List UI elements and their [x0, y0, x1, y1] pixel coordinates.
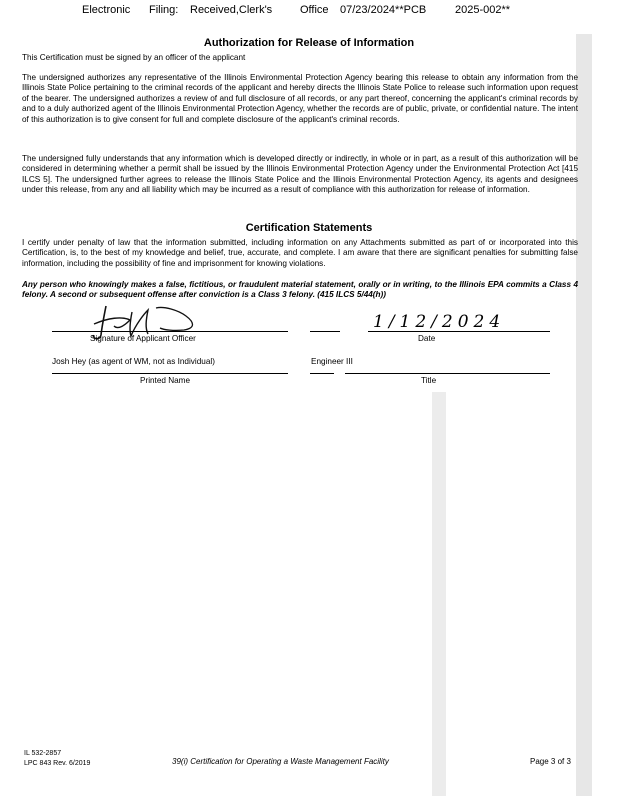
stamp-case: 2025-002**	[455, 4, 511, 16]
date-line-short	[310, 331, 340, 332]
felony-warning: Any person who knowingly makes a false, fictitious, or fraudulent material statement, orally or in writing, to the Illinois EPA commits a Class 4 felony. A second or subsequent offense after conviction is a Class 3 felony. (415 ILCS 5/44(h))	[22, 280, 578, 300]
printed-name-line	[52, 373, 288, 374]
printed-name: Josh Hey (as agent of WM, not as Individual)	[52, 357, 215, 366]
form-revision: LPC 843 Rev. 6/2019	[24, 760, 91, 767]
page-title: Authorization for Release of Information	[203, 37, 415, 49]
date-label: Date	[418, 334, 436, 343]
date-line	[368, 331, 550, 332]
stamp-electronic: Electronic	[82, 4, 131, 16]
certification-text: I certify under penalty of law that the information submitted, including information on any Attachments submitted as part of or incorporated into this Certification, is, to the best of my knowledge and belief, true, accurate, and complete. I am aware that there are significant penalties for submitting false information, including the possibility of fine and imprisonment for knowing violations.	[22, 238, 578, 268]
signed-date: 1/12/2024	[373, 312, 506, 332]
filing-stamp	[0, 4, 618, 20]
title-value: Engineer III	[311, 357, 353, 366]
certification-title: Certification Statements	[245, 222, 373, 234]
title-label: Title	[421, 376, 437, 385]
stamp-date: 07/23/2024**PCB	[340, 4, 427, 16]
scan-edge-right	[576, 34, 592, 796]
stamp-office: Office	[300, 4, 329, 16]
footer-title: 39(i) Certification for Operating a Waste Management Facility	[172, 757, 389, 766]
title-line	[345, 373, 550, 374]
stamp-received: Received,Clerk's	[190, 4, 273, 16]
scan-edge-middle	[432, 392, 446, 796]
stamp-filing: Filing:	[149, 4, 179, 16]
printed-name-label: Printed Name	[140, 376, 191, 385]
form-number: IL 532-2857	[24, 750, 62, 757]
signature-label: Signature of Applicant Officer	[90, 334, 196, 343]
paragraph-release: The undersigned authorizes any representative of the Illinois Environmental Protection Agency bearing this release to obtain any information from the Illinois State Police pertaining to the criminal records of the applicant and hereby directs the Illinois State Police to release such information upon request of the bearer. The undersigned authorizes a review of and full disclosure of all records, or any part thereof, concerning the applicant's criminal records by and to a duly authorized agent of the Illinois Environmental Protection Agency, whether the records are of public, private, or confidential nature. The intent of this authorization is to give consent for full and complete disclosure of the applicant's criminal records.	[22, 73, 578, 124]
intro-text: This Certification must be signed by an officer of the applicant	[22, 53, 246, 62]
paragraph-understanding: The undersigned fully understands that any information which is developed directly or indirectly, in whole or in part, as a result of this authorization will be considered in determining whether a permit shall be issued by the Illinois Environmental Protection Agency under the Environmental Protection Act [415 ILCS 5]. The undersigned further agrees to release the Illinois State Police and the Illinois Environmental Protection Agency, its agents and designees under this release, from any and all liability which may be incurred as a result of compliance with this authorization for release of information.	[22, 154, 578, 195]
page-number: Page 3 of 3	[530, 757, 571, 766]
title-line-short	[310, 373, 334, 374]
signature-line	[52, 331, 288, 332]
